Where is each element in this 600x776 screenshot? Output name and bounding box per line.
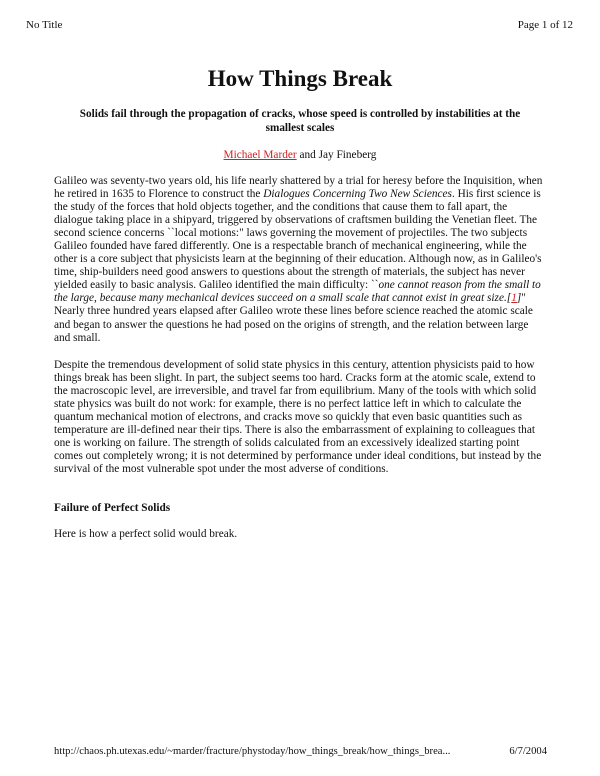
footer-date: 6/7/2004 bbox=[509, 746, 547, 757]
page-number: Page 1 of 12 bbox=[517, 19, 573, 31]
paragraph-text: Galileo was seventy-two years old, his life nearly shattered by a trial for heresy before the Inquisition, when he retired in 1635 to Florence to construct the bbox=[54, 175, 543, 201]
page-header-title: No Title bbox=[26, 19, 63, 31]
paragraph-text: . His first science is the study of the forces that hold objects together, and the conditions that cause them to fall apart, the dialogue taking place in a shipyard, triggered by observations of craftsmen building the Venetian fleet. The second science concerns ``local motions:" laws governing the movement of projectiles. The two subjects Galileo founded have fared differently. One is a respectable branch of mechanical engineering, while the other is a core subject that physicists learn at the beginning of their education. Although now, as in Galileo's time, ship-builders need good answers to questions about the strength of materials, the subject has never yielded easily to basic analysis. Galileo identified the main difficulty: `` bbox=[54, 188, 542, 292]
footer-url: http://chaos.ph.utexas.edu/~marder/fracture/phystoday/how_things_break/how_things_brea... bbox=[54, 746, 451, 757]
author-rest: and Jay Fineberg bbox=[296, 149, 377, 161]
quote-bracket: ] bbox=[516, 292, 522, 305]
article-authors bbox=[0, 149, 600, 161]
paragraph-intro bbox=[54, 175, 546, 345]
reference-link-1[interactable]: 1 bbox=[511, 292, 517, 305]
paragraph-text: " Nearly three hundred years elapsed after Galileo wrote these lines before science reached the atomic scale and began to answer the questions he had posed on the origins of strength, and the relation between large and small. bbox=[54, 292, 533, 344]
article-title: How Things Break bbox=[207, 66, 393, 91]
paragraph-3: Here is how a perfect solid would break. bbox=[54, 528, 238, 540]
article-subtitle: Solids fail through the propagation of cracks, whose speed is controlled by instabilities at the smallest scales bbox=[79, 108, 521, 134]
section-heading: Failure of Perfect Solids bbox=[54, 502, 171, 514]
quote-text: one cannot reason from the small to the large, because many mechanical devices succeed on a small scale that cannot exist in great size.[ bbox=[54, 279, 541, 305]
book-title: Dialogues Concerning Two New Sciences bbox=[263, 188, 452, 201]
paragraph-2: Despite the tremendous development of solid state physics in this century, attention physicists paid to how things break has been slight. In part, the subject seems too hard. Cracks form at the atomic scale, extend to the macroscopic level, are irreversible, and travel far from equilibrium. Many of the tools with which solid state physics was built do not work: for example, there is no perfect lattice left in which to calculate the quantum mechanical motion of electrons, and cracks move so quickly that even basic quantities such as temperature are ill-defined near their tips. There is also the embarrassment of explaining to colleagues that one is working on failure. The strength of solids calculated from an excessively idealized starting point comes out completely wrong; it is not determined by performance under ideal conditions, but instead by the survival of the most vulnerable spot under the most adverse of conditions. bbox=[54, 359, 542, 476]
author-link[interactable]: Michael Marder bbox=[223, 149, 297, 161]
